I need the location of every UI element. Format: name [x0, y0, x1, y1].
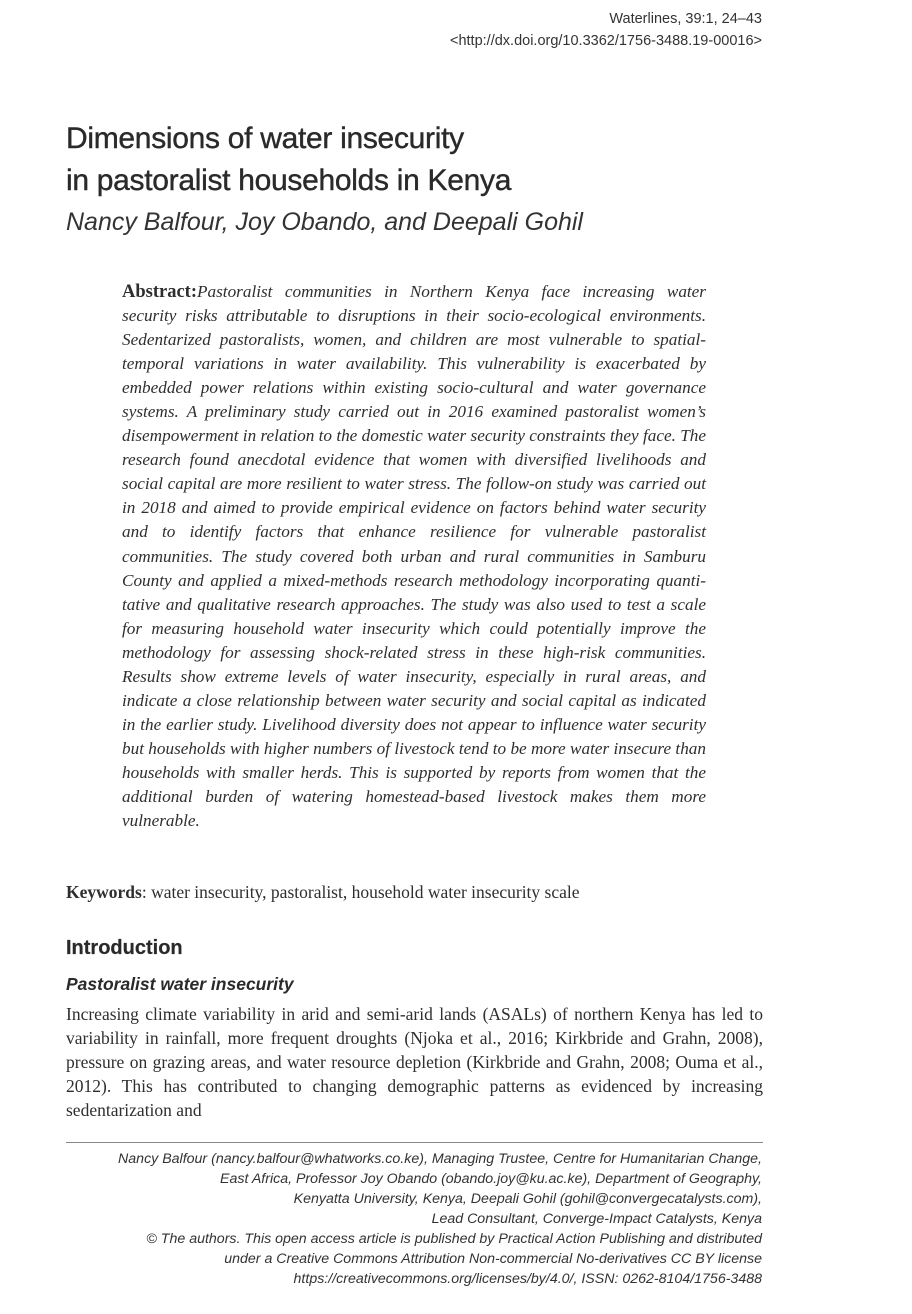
- keywords-text: : water insecurity, pastoralist, household water insecurity scale: [141, 882, 580, 902]
- section-heading-introduction: Introduction: [66, 937, 183, 959]
- abstract-text: Pastoralist communities in Northern Kenya face increasing water security risks attributable to disruptions in their socio-ecological environments. Sedentarized pastoralists, women, and children are most vulnerable to spatial-temporal variations in water availability. This vulnerability is exacerbated by embedded power relations within existing socio-cultural and water governance systems. A preliminary study carried out in 2016 examined pastoralist women’s disempowerment in relation to the domestic water security constraints they face. The research found anecdotal evidence that women with diversified livelihoods and social capital are more resilient to water stress. The follow-on study was carried out in 2018 and aimed to provide empirical evidence on factors behind water security and to identify factors that enhance resilience for vulnerable pastoralist communities. The study covered both urban and rural communities in Samburu County and applied a mixed-methods research methodology incorporating quantitative and qualitative research approaches. The study was also used to test a scale for measuring household water insecurity which could potentially improve the methodology for assessing shock-related stress in these high-risk communities. Results show extreme levels of water insecurity, especially in rural areas, and indicate a close relationship between water security and social capital as indicated in the earlier study. Livelihood diversity does not appear to influence water security but households with higher numbers of livestock tend to be more water insecure than households with smaller herds. This is supported by reports from women that the additional burden of watering homestead-based livestock makes them more vulnerable.: [122, 282, 706, 831]
- introduction-paragraph: Increasing climate variability in arid and semi-arid lands (ASALs) of northern Kenya has led to variability in rainfall, more frequent droughts (Njoka et al., 2016; Kirkbride and Grahn, 2008), pressure on grazing areas, and water resource depletion (Kirkbride and Grahn, 2008; Ouma et al., 2012). This has contributed to changing demographic patterns as evidenced by increasing sedentarization and: [66, 1004, 763, 1121]
- footnote-line: Kenyatta University, Kenya, Deepali Gohil (gohil@convergecatalysts.com),: [293, 1191, 762, 1207]
- abstract: [122, 280, 706, 833]
- doi-link[interactable]: <http://dx.doi.org/10.3362/1756-3488.19-00016>: [449, 33, 762, 49]
- journal-citation: Waterlines, 39:1, 24–43: [609, 11, 762, 27]
- title-line-2: in pastoralist households in Kenya: [66, 164, 512, 197]
- footnote-line: Nancy Balfour (nancy.balfour@whatworks.co.ke), Managing Trustee, Centre for Humanitarian Change,: [118, 1151, 762, 1167]
- footnote-divider: [66, 1142, 763, 1143]
- footnote-line: under a Creative Commons Attribution Non-commercial No-derivatives CC BY license: [224, 1251, 762, 1267]
- footnote-line: © The authors. This open access article is published by Practical Action Publishing and distributed: [146, 1231, 762, 1247]
- footnote-line: East Africa, Professor Joy Obando (obando.joy@ku.ac.ke), Department of Geography,: [220, 1171, 762, 1187]
- footnote-line: Lead Consultant, Converge-Impact Catalysts, Kenya: [431, 1211, 762, 1227]
- footnote-line: https://creativecommons.org/licenses/by/4.0/, ISSN: 0262-8104/1756-3488: [293, 1271, 762, 1287]
- author-affiliations-footnote: [42, 1149, 762, 1289]
- article-title: [66, 118, 826, 202]
- keywords-label: Keywords: [66, 882, 142, 902]
- keywords: [66, 880, 766, 904]
- subsection-heading-pastoralist-water-insecurity: Pastoralist water insecurity: [66, 974, 294, 994]
- title-line-1: Dimensions of water insecurity: [66, 122, 464, 155]
- journal-info: [450, 8, 762, 52]
- abstract-label: Abstract:: [122, 282, 198, 302]
- article-authors: Nancy Balfour, Joy Obando, and Deepali Gohil: [66, 208, 583, 236]
